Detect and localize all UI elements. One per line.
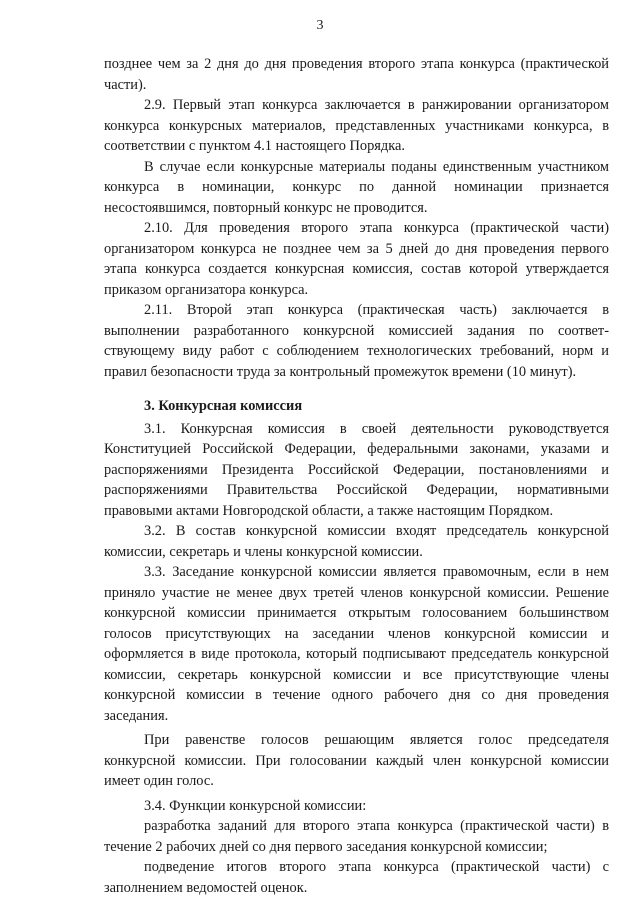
paragraph-function-results: подведение итогов второго этапа конкурса (практической части) с заполнением ведомостей оценок. (104, 859, 609, 896)
paragraph-2-11: 2.11. Второй этап конкурса (практическая часть) заключается в выполнении разработанного конкурсной комиссией задания по соответ-ствующему виду работ с соблюдением технологических требований, норм и правил безопасности труда за контрольный промежуток времени (10 минут). (104, 302, 609, 380)
paragraph-2-10: 2.10. Для проведения второго этапа конкурса (практической части) организатором конкурса не позднее чем за 5 дней до дня проведения первого этапа конкурса создается конкурсная комиссия, состав которой утверждается приказом организатора конкурса. (104, 220, 609, 298)
paragraph-3-4: 3.4. Функции конкурсной комиссии: (144, 797, 367, 814)
paragraph-function-tasks: разработка заданий для второго этапа конкурса (практической части) в течение 2 рабочих дней со дня первого заседания конкурсной комиссии; (104, 818, 609, 855)
paragraph-continuation: позднее чем за 2 дня до дня проведения второго этапа конкурса (практической части). (104, 56, 609, 93)
document-body (104, 54, 609, 898)
paragraph-3-3: 3.3. Заседание конкурсной комиссии является правомочным, если в нем приняло участие не менее двух третей членов конкурсной комиссии. Решение конкурсной комиссии принимается открытым голосованием большинством голосов присутствующих на заседании членов конкурсной комиссии и оформляется в виде протокола, который подписывают председатель конкурсной комиссии, секретарь конкурсной комиссии и все присутствующие члены конкурсной комиссии в течение одного рабочего дня со дня проведения заседания. (104, 564, 609, 724)
paragraph-single-participant: В случае если конкурсные материалы поданы единственным участником конкурса в номинации, конкурс по данной номинации признается несостоявшимся, повторный конкурс не проводится. (104, 158, 609, 216)
section-heading-3: 3. Конкурсная комиссия (144, 398, 303, 414)
page-number: 3 (316, 18, 324, 33)
paragraph-2-9: 2.9. Первый этап конкурса заключается в ранжировании организатором конкурса конкурсных материалов, представленных участниками конкурса, в соответствии с пунктом 4.1 настоящего Порядка. (104, 97, 609, 154)
paragraph-3-1: 3.1. Конкурсная комиссия в своей деятельности руководствуется Конституцией Российской Федерации, федеральными законами, указами и распоряжениями Президента Российской Федерации, постановлениями и распоряжениями Правительства Российской Федерации, нормативными правовыми актами Новгородской области, а также настоящим Порядком. (104, 420, 609, 519)
paragraph-tie-vote: При равенстве голосов решающим является голос председателя конкурсной комиссии. При голосовании каждый член конкурсной комиссии имеет один голос. (104, 732, 609, 789)
paragraph-3-2: 3.2. В состав конкурсной комиссии входят председатель конкурсной комиссии, секретарь и члены конкурсной комиссии. (104, 523, 609, 560)
